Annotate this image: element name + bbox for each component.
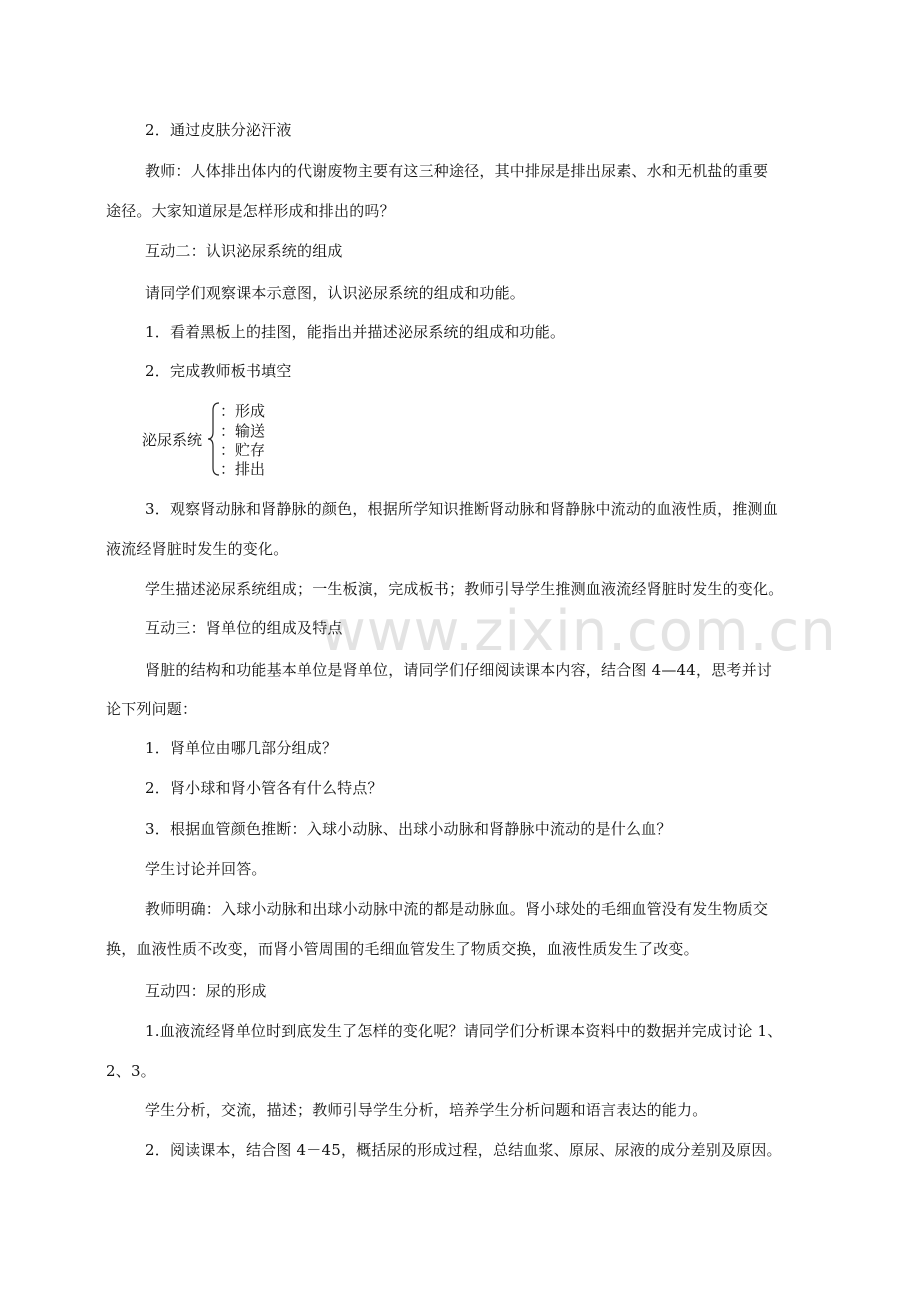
bracket-item: ：排出	[220, 460, 266, 478]
paragraph-line: 液流经肾脏时发生的变化。	[106, 540, 289, 558]
paragraph-line: 2、3。	[106, 1062, 156, 1080]
paragraph-line: 2．肾小球和肾小管各有什么特点？	[145, 779, 383, 797]
paragraph-line: 互动二：认识泌尿系统的组成	[145, 242, 343, 260]
paragraph-line: 教师：人体排出体内的代谢废物主要有这三种途径，其中排尿是排出尿素、水和无机盐的重要	[145, 162, 769, 180]
paragraph-line: 2．通过皮肤分泌汗液	[145, 121, 292, 139]
bracket-label: 泌尿系统	[142, 431, 203, 449]
paragraph-line: 请同学们观察课本示意图，认识泌尿系统的组成和功能。	[145, 284, 526, 302]
watermark: www.zixin.com.cn	[320, 599, 837, 664]
curly-brace	[207, 402, 221, 476]
paragraph-line: 3．根据血管颜色推断：入球小动脉、出球小动脉和肾静脉中流动的是什么血？	[145, 820, 672, 838]
paragraph-line: 2．完成教师板书填空	[145, 362, 292, 380]
paragraph-line: 1．肾单位由哪几部分组成？	[145, 739, 338, 757]
paragraph-line: 学生分析，交流，描述；教师引导学生分析，培养学生分析问题和语言表达的能力。	[145, 1101, 708, 1119]
paragraph-line: 论下列问题：	[106, 700, 198, 718]
bracket-item: ：输送	[220, 422, 266, 440]
paragraph-line: 互动四：尿的形成	[145, 982, 267, 1000]
paragraph-line: 1.血液流经肾单位时到底发生了怎样的变化呢？请同学们分析课本资料中的数据并完成讨论 1、	[145, 1022, 783, 1040]
paragraph-line: 教师明确：入球小动脉和出球小动脉中流的都是动脉血。肾小球处的毛细血管没有发生物质交	[145, 900, 769, 918]
paragraph-line: 肾脏的结构和功能基本单位是肾单位，请同学们仔细阅读课本内容，结合图 4—44，思考并讨	[145, 661, 773, 679]
paragraph-line: 学生描述泌尿系统组成；一生板演，完成板书；教师引导学生推测血液流经肾脏时发生的变化。	[145, 580, 784, 598]
paragraph-line: 换，血液性质不改变，而肾小管周围的毛细血管发生了物质交换，血液性质发生了改变。	[106, 940, 699, 958]
bracket-item: ：贮存	[220, 441, 266, 459]
paragraph-line: 3．观察肾动脉和肾静脉的颜色，根据所学知识推断肾动脉和肾静脉中流动的血液性质，推测血	[145, 500, 778, 518]
bracket-item: ：形成	[220, 402, 266, 420]
paragraph-line: 1．看着黑板上的挂图，能指出并描述泌尿系统的组成和功能。	[145, 323, 566, 341]
paragraph-line: 互动三：肾单位的组成及特点	[145, 619, 343, 637]
paragraph-line: 学生讨论并回答。	[145, 860, 267, 878]
paragraph-line: 途径。大家知道尿是怎样形成和排出的吗？	[106, 202, 395, 220]
paragraph-line: 2．阅读课本，结合图 4－45，概括尿的形成过程，总结血浆、原尿、尿液的成分差别及原因。	[145, 1141, 782, 1159]
